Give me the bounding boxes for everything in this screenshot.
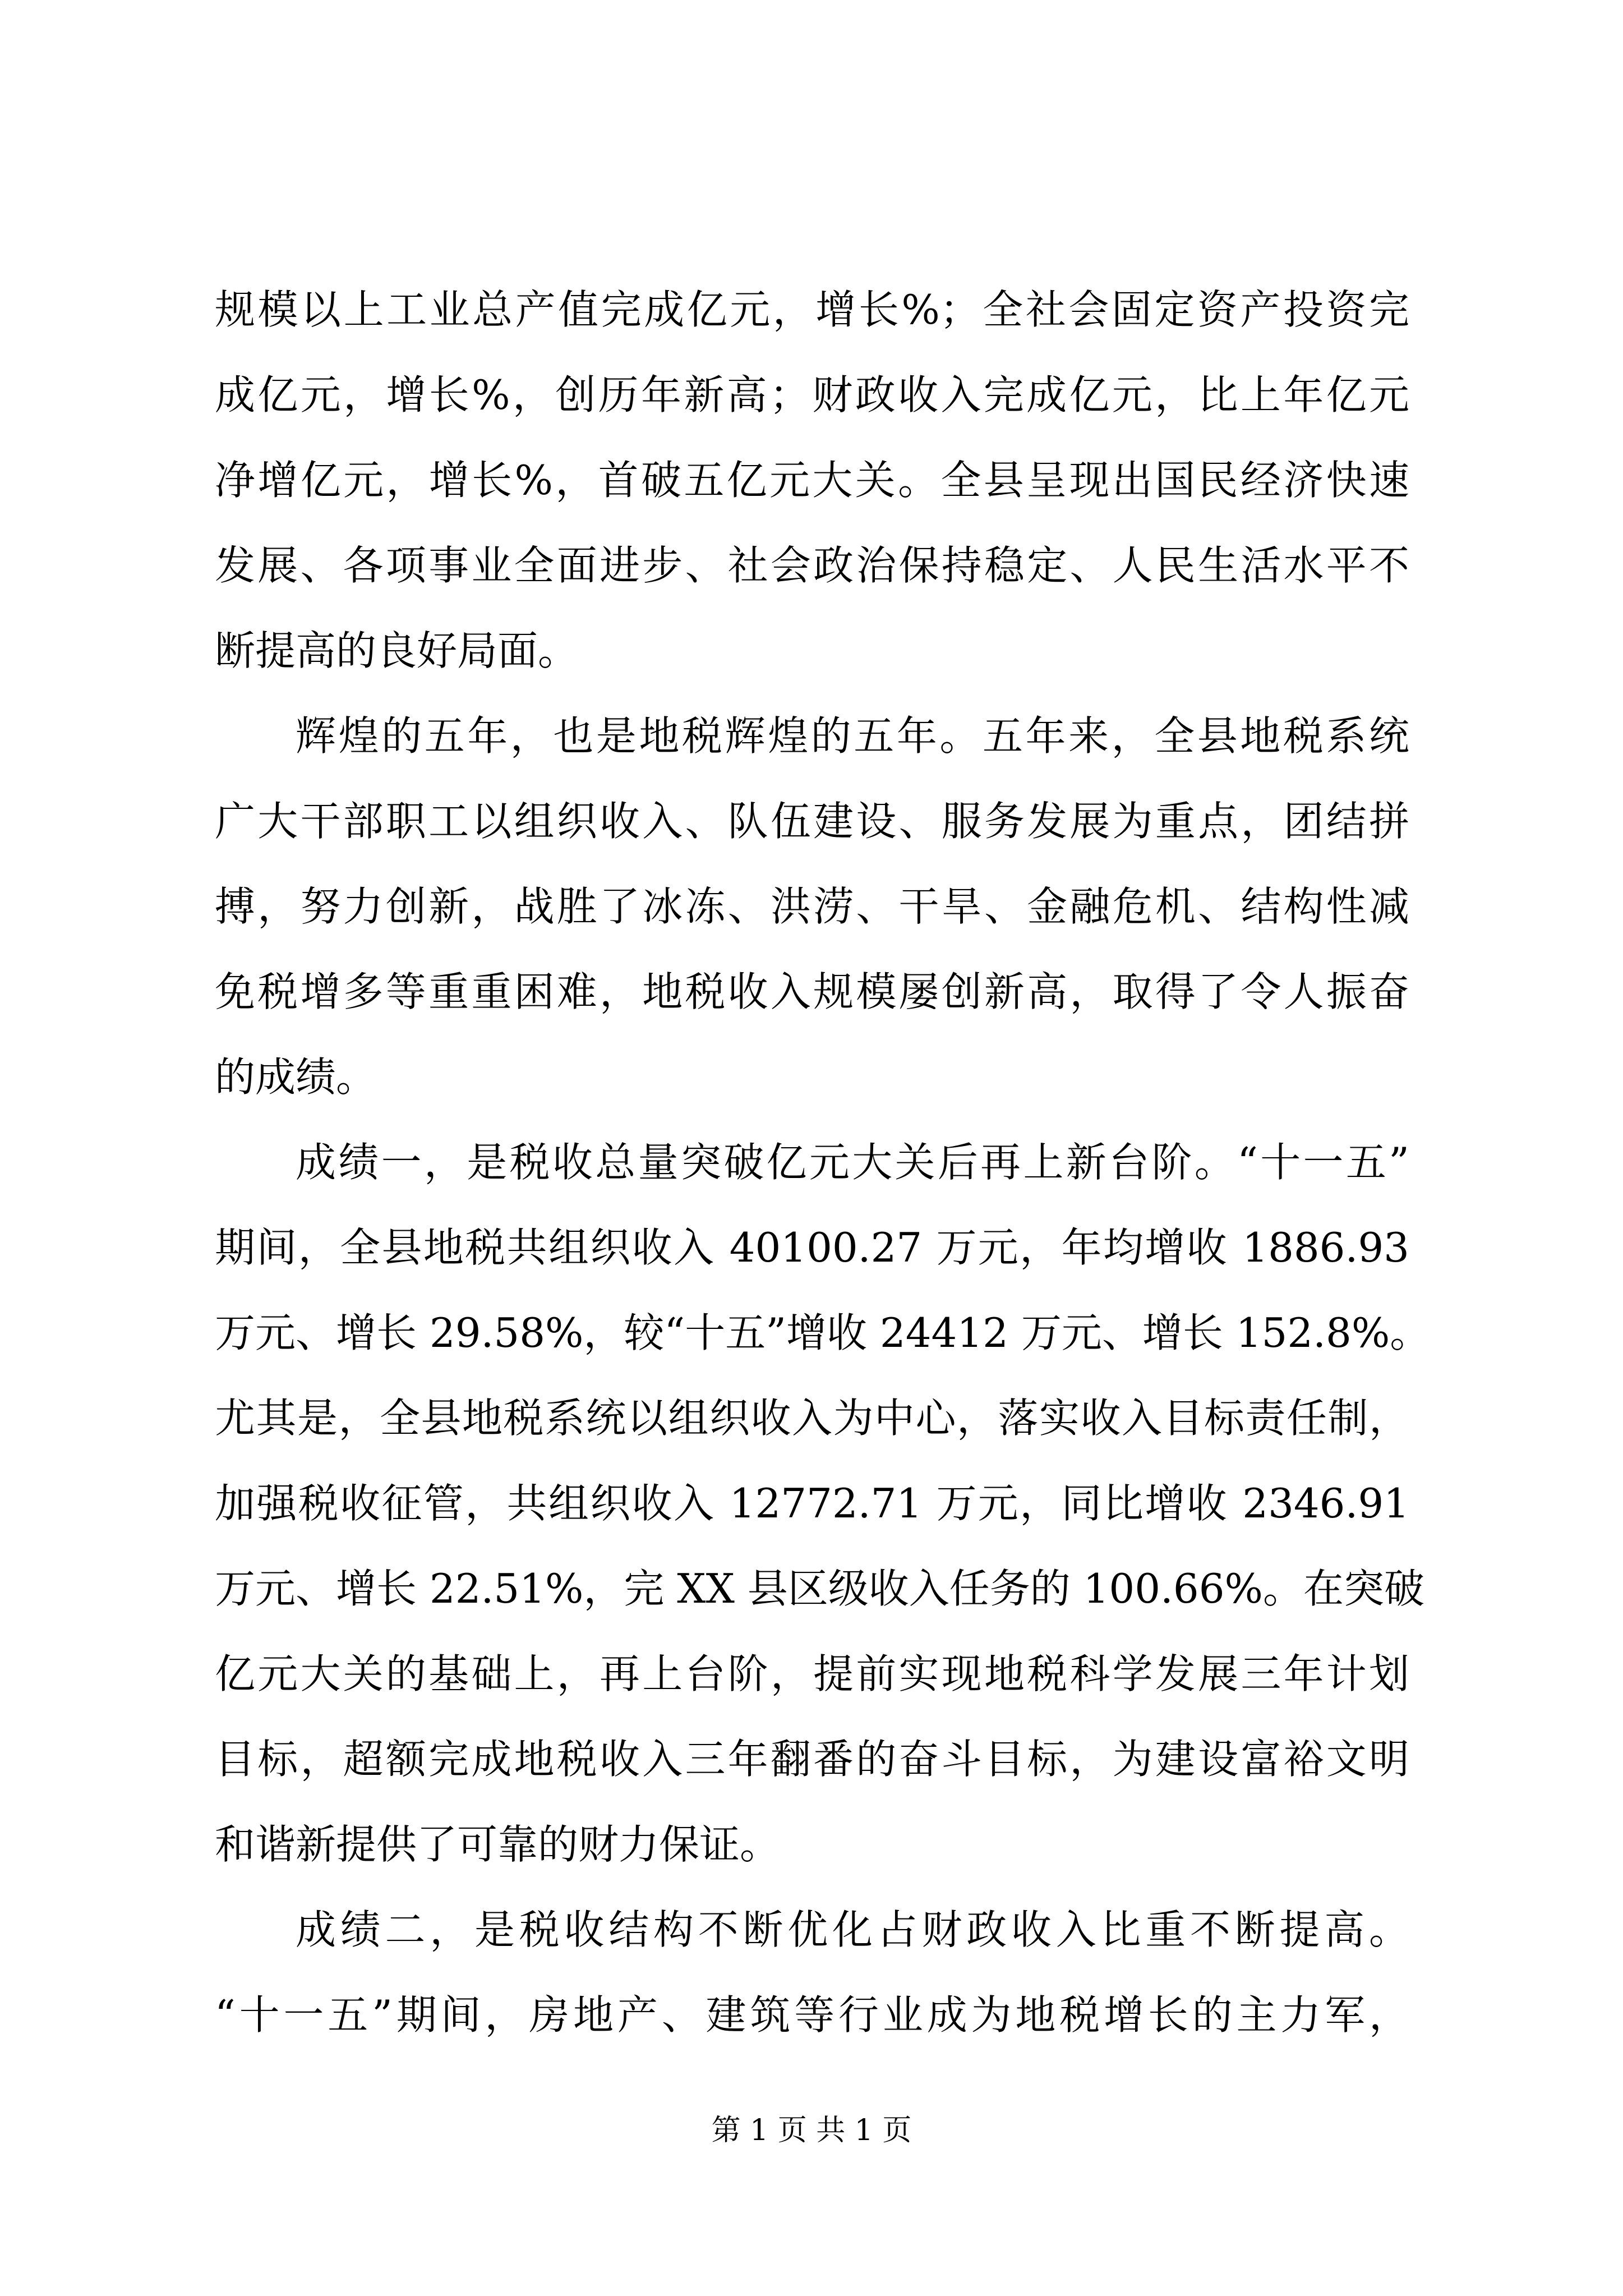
- text-line: 加强税收征管，共组织收入 12772.71 万元，同比增收 2346.91: [215, 1480, 1409, 1527]
- text-line: 搏，努力创新，战胜了冰冻、洪涝、干旱、金融危机、结构性减: [215, 883, 1409, 930]
- text-line: 断提高的良好局面。: [215, 627, 579, 674]
- text-line: 辉煌的五年，也是地税辉煌的五年。五年来，全县地税系统: [296, 712, 1409, 760]
- text-line: 成绩二，是税收结构不断优化占财政收入比重不断提高。: [296, 1906, 1409, 1953]
- text-line: “十一五”期间，房地产、建筑等行业成为地税增长的主力军，: [215, 1991, 1409, 2039]
- text-line: 期间，全县地税共组织收入 40100.27 万元，年均增收 1886.93: [215, 1224, 1409, 1271]
- text-line: 和谐新提供了可靠的财力保证。: [215, 1821, 781, 1868]
- text-line: 万元、增长 22.51%，完 XX 县区级收入任务的 100.66%。在突破: [215, 1565, 1424, 1612]
- text-line: 的成绩。: [215, 1053, 377, 1101]
- text-line: 成绩一，是税收总量突破亿元大关后再上新台阶。“十一五”: [296, 1139, 1409, 1186]
- document-body: [215, 267, 1431, 2058]
- paragraph-4: [215, 1887, 1409, 2058]
- text-line: 净增亿元，增长%，首破五亿元大关。全县呈现出国民经济快速: [215, 457, 1409, 504]
- text-line: 广大干部职工以组织收入、队伍建设、服务发展为重点，团结拼: [215, 798, 1409, 845]
- paragraph-2: [215, 693, 1409, 1120]
- text-line: 发展、各项事业全面进步、社会政治保持稳定、人民生活水平不: [215, 542, 1409, 589]
- paragraph-3: [215, 1120, 1431, 1887]
- text-line: 尤其是，全县地税系统以组织收入为中心，落实收入目标责任制，: [215, 1395, 1409, 1442]
- text-line: 目标，超额完成地税收入三年翻番的奋斗目标，为建设富裕文明: [215, 1736, 1409, 1783]
- paragraph-1: [215, 267, 1409, 693]
- text-line: 免税增多等重重困难，地税收入规模屡创新高，取得了令人振奋: [215, 968, 1409, 1015]
- text-line: 规模以上工业总产值完成亿元，增长%；全社会固定资产投资完: [215, 286, 1409, 333]
- text-line: 成亿元，增长%，创历年新高；财政收入完成亿元，比上年亿元: [215, 371, 1409, 418]
- page-footer: 第 1 页 共 1 页: [711, 2114, 912, 2147]
- text-line: 亿元大关的基础上，再上台阶，提前实现地税科学发展三年计划: [215, 1650, 1409, 1697]
- text-line: 万元、增长 29.58%，较“十五”增收 24412 万元、增长 152.8%。: [215, 1309, 1431, 1356]
